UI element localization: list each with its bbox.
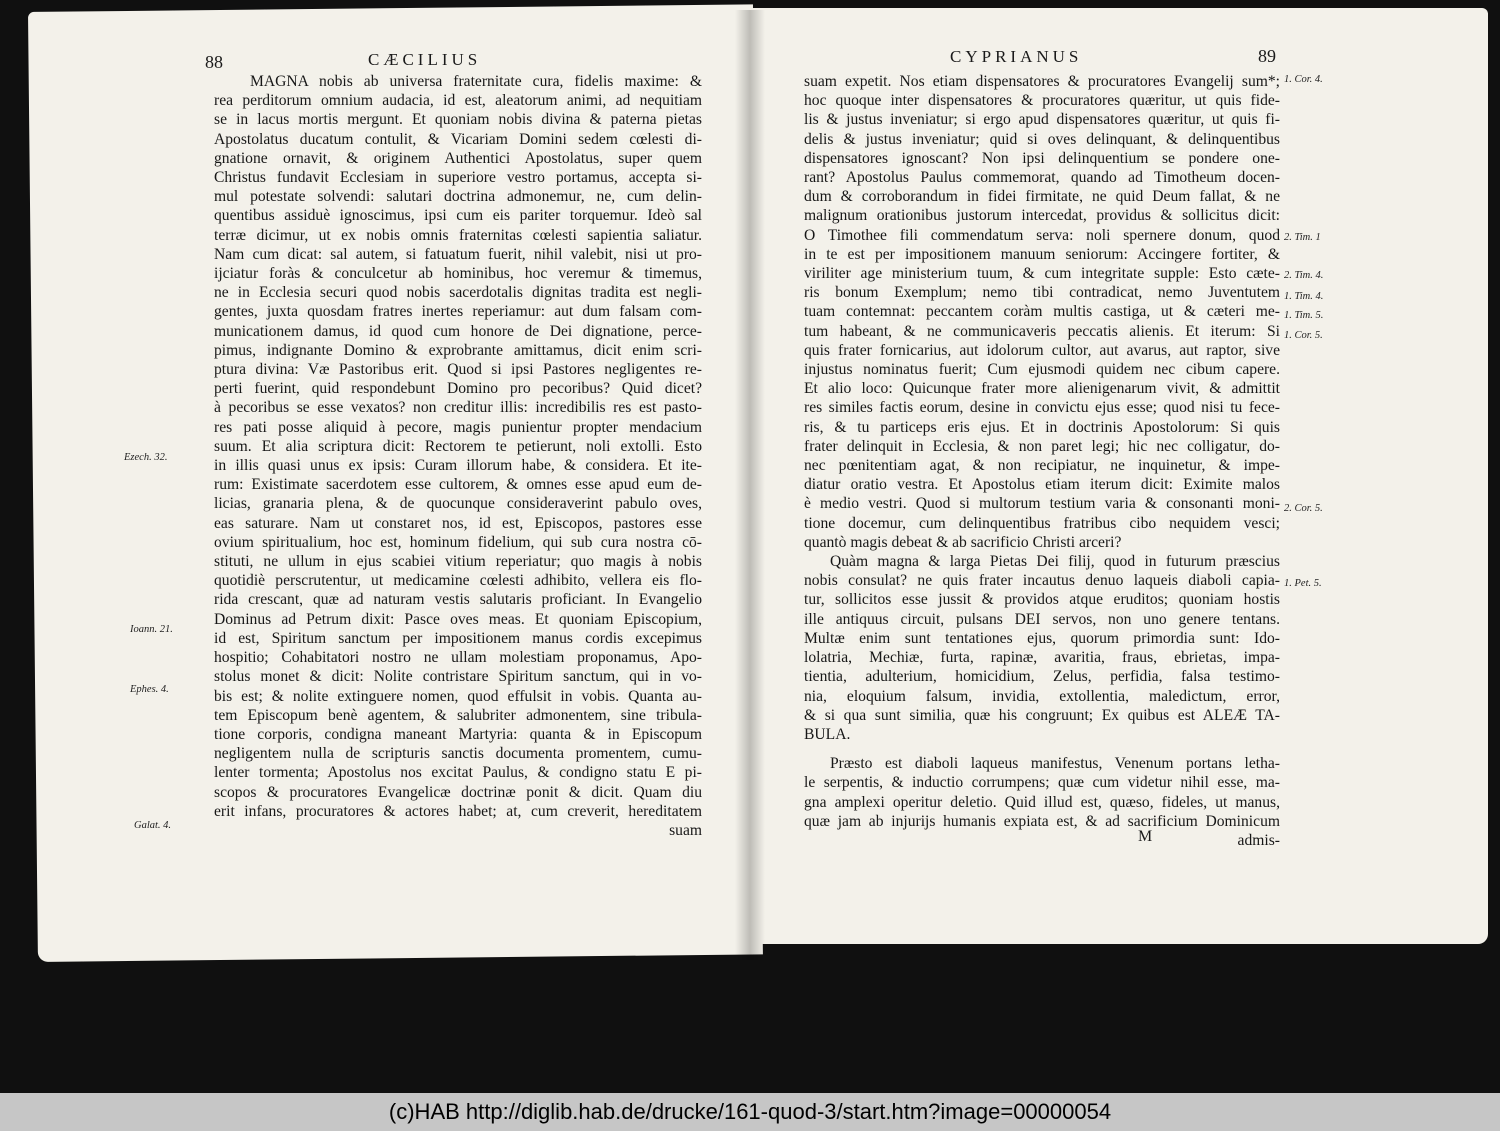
text-line: hoc quoque inter dispensatores & procuratores quæritur, ut quis fide- [804, 92, 1280, 110]
text-line: rant? Apostolus Paulus commemorat, quando ad Timotheum docen- [804, 169, 1280, 187]
text-line: tientia, adulterium, homicidium, Zelus, perfidia, falsa testimo- [804, 668, 1280, 686]
text-line: nobis consulat? ne quis frater incautus denuo laqueis diaboli capia- [804, 572, 1280, 590]
text-line: erit infans, procuratores & actores habet; at, cum creverit, hereditatem [214, 802, 702, 820]
text-line: dispensatores ignoscant? Non ipsi delinquentium se pondere one- [804, 149, 1280, 167]
margin-note: Ezech. 32. [124, 452, 168, 463]
margin-note: Ioann. 21. [130, 624, 173, 635]
text-line: pimus, indignante Domino & exprobrante amittamus, dicit enim scri- [214, 341, 702, 359]
text-line: tione corporis, condigna maneant Martyria: quanta & in Episcopum [214, 725, 702, 743]
text-line: in te est per impositionem manuum seniorum: Accingere fortiter, & [804, 245, 1280, 263]
text-line: scopos & procuratores Evangelicæ doctrinæ ponit & dicit. Quam diu [214, 783, 702, 801]
margin-note: Ephes. 4. [130, 684, 169, 695]
text-line: quæ jam ab injurijs humanis expiata est, & ad sacrificium Dominicum [804, 812, 1280, 830]
text-line: Nam cum dicat: sal autem, si fatuatum fuerit, nihil valebit, nisi ut pro- [214, 245, 702, 263]
text-line: suum. Et alia scriptura dicit: Rectorem te petierunt, noli extolli. Esto [214, 437, 702, 455]
text-line: injustus nominatus fuerit; Cum ejusmodi quidem nec cibum capere. [804, 361, 1280, 379]
text-line: eas saturare. Nam ut constaret nos, id est, Episcopos, pastores esse [214, 514, 702, 532]
text-line: Multæ enim sunt tentationes ejus, quorum primordia sunt: Ido- [804, 629, 1280, 647]
text-line: res pati posse aliquid à pecore, magis punientur propter mendacium [214, 418, 702, 436]
text-line: BULA. [804, 725, 851, 743]
text-line: è medio vestri. Quod si multorum testium varia & consonanti moni- [804, 495, 1280, 513]
text-line: Præsto est diaboli laqueus manifestus, Venenum portans letha- [830, 755, 1280, 773]
margin-note: 1. Tim. 4. [1284, 291, 1324, 302]
text-line: ptura divina: Væ Pastoribus erit. Quod si ipsi Pastores negligentes re- [214, 361, 702, 379]
signature-mark: M [1138, 828, 1153, 845]
text-line: nia, eloquium falsum, invidia, extollentia, maledictum, error, [804, 687, 1280, 705]
copyright-footer: (c)HAB http://diglib.hab.de/drucke/161-quod-3/start.htm?image=00000054 [0, 1093, 1500, 1131]
margin-note: 2. Tim. 4. [1284, 270, 1324, 281]
text-line: gnatione ornavit, & originem Authentici Apostolatus, super quem [214, 149, 702, 167]
text-line: tur, sollicitos esse jussit & providos atque eruditos; quoniam hostis [804, 591, 1280, 609]
text-line: lenter tormenta; Apostolus nos excitat Paulus, & condigno statu E pi- [214, 764, 702, 782]
text-line: mul potestate solvendi: salutari doctrina admonemur, ne, cum delin- [214, 188, 702, 206]
margin-note: 1. Tim. 5. [1284, 310, 1324, 321]
text-line: ris, & tu particeps eris ejus. Et in doctrinis Apostolorum: Si quis [804, 418, 1280, 436]
text-line: ris bonum Exemplum; nemo tibi contradicat, nemo Juventutem [804, 284, 1280, 302]
text-line: O Timothee fili commendatum serva: noli spernere donum, quod [804, 226, 1280, 244]
text-line: diatur oratio vestra. Et Apostolus etiam iterum dicit: Eximite malos [804, 476, 1280, 494]
text-line: stolus monet & dicit: Nolite contristare Spiritum sanctum, qui in vo- [214, 668, 702, 686]
text-line: quis frater fornicarius, aut idolorum cultor, aut avarus, aut raptor, sive [804, 341, 1280, 359]
catchword: suam [669, 821, 702, 839]
text-line: quantò magis debeat & ab sacrificio Christi arceri? [804, 533, 1122, 551]
text-line: tione docemur, cum delinquentibus fratribus cibo nequidem vesci; [804, 514, 1280, 532]
text-line: rea perditorum omnium audacia, id est, aleatorum animi, ad nequitiam [214, 92, 702, 110]
text-line: licias, granaria plena, & de quocunque consideraverint pabulo oves, [214, 495, 702, 513]
text-line: rida crescant, quæ ad naturam vestis salutaris proficiant. In Evangelio [214, 591, 702, 609]
book-gutter [735, 10, 765, 960]
text-line: ne in Ecclesia securi quod nobis sacerdotalis dignitas tradita est negli- [214, 284, 702, 302]
text-line: perti fuerint, quid respondebunt Domino pro pecoribus? Quid dicet? [214, 380, 702, 398]
text-line: terræ dicimur, ut ex nobis omnis fraternitas cœlesti sapientia saliatur. [214, 226, 702, 244]
text-line: Apostolatus ducatum contulit, & Vicariam Domini sedem cœlesti di- [214, 130, 702, 148]
text-line: Quàm magna & larga Pietas Dei filij, quod in futurum præscius [830, 553, 1280, 571]
right-page-text [804, 72, 1280, 850]
text-line: in illis quasi unus ex ipsis: Curam illorum habe, & considera. Et ite- [214, 457, 702, 475]
margin-note: 2. Tim. 1 [1284, 232, 1321, 243]
text-line: suam expetit. Nos etiam dispensatores & procuratores Evangelij sum*; [804, 73, 1280, 90]
left-page-number: 88 [205, 52, 223, 72]
text-line: se in lacus mortis mergunt. Et quoniam nobis divina & paterna pietas [214, 111, 702, 129]
text-line: ovium spiritualium, hoc est, hominum fidelium, qui sub cura nostra cō- [214, 533, 702, 551]
text-line: stituti, ne ullum in ejus scabiei vitium reperiatur; quo magis à nobis [214, 553, 702, 571]
margin-note: 1. Cor. 4. [1284, 74, 1323, 85]
text-line: viriliter age ministerium tuum, & cum integritate supple: Esto cæte- [804, 265, 1280, 283]
text-line: & si qua sunt similia, quæ his congruunt; Ex quibus est ALEÆ TA- [804, 706, 1280, 724]
text-line: lis & justus inveniatur; si ergo apud dispensatores quæritur, ut quis fi- [804, 111, 1280, 129]
text-line: res similes factis eorum, desine in convictu ejus esse; quod nisi tu fece- [804, 399, 1280, 417]
catchword: admis- [1237, 831, 1280, 849]
margin-note: 2. Cor. 5. [1284, 503, 1323, 514]
text-line: bis est; & nolite extinguere nomen, quod effulsit in vobis. Quanta au- [214, 687, 702, 705]
text-line: negligentem nulla de scripturis sanctis documenta promentem, cumu- [214, 745, 702, 763]
text-line: ille antiquus circuit, pulsans DEI servos, non uno genere tentans. [804, 610, 1280, 628]
text-line: frater delinquit in Ecclesia, & non paret legi; hic nec colligatur, do- [804, 437, 1280, 455]
text-line: municationem damus, id quod cum honore de Dei dignatione, perce- [214, 322, 702, 340]
text-line: gentes, juxta quosdam fratres inertes reperiamur: aut dum falsam com- [214, 303, 702, 321]
text-line: id est, Spiritum sanctum per impositionem manus cordis excepimus [214, 629, 702, 647]
margin-note: 1. Pet. 5. [1284, 578, 1322, 589]
right-page-number: 89 [1258, 46, 1276, 66]
text-line: tuam contemnat: peccantem coràm multis castiga, ut & cæteri me- [804, 303, 1280, 321]
margin-note: Galat. 4. [134, 820, 172, 831]
text-line: dum & corroborandum in fidei firmitate, ne quid Deum fallat, & ne [804, 188, 1280, 206]
margin-note: 1. Cor. 5. [1284, 330, 1323, 341]
text-line: tem Episcopum benè agentem, & salubriter admonentem, sine tribula- [214, 706, 702, 724]
text-line: à pecoribus se esse vexatos? non creditur illis: incredibilis res est pasto- [214, 399, 702, 417]
text-line: MAGNA nobis ab universa fraternitate cura, fidelis maxime: & [250, 73, 702, 90]
left-running-head: CÆCILIUS [368, 50, 482, 69]
text-line: hospitio; Cohabitatori nostro ne ullam molestiam proponamus, Apo- [214, 649, 702, 667]
text-line: Christus fundavit Ecclesiam in superiore vestro portamus, accepta si- [214, 169, 702, 187]
text-line: delis & justus inveniatur; quid si oves delinquant, & delinquentibus [804, 130, 1280, 148]
text-line: nec pœnitentiam agat, & non recipiatur, ne inquinetur, & impe- [804, 457, 1280, 475]
right-running-head: CYPRIANUS [950, 47, 1083, 66]
text-line: tum habeant, & ne communicaveris peccatis alienis. Et iterum: Si [804, 322, 1280, 340]
text-line: lolatria, Mechiæ, furta, rapinæ, avaritia, fraus, ebrietas, impa- [804, 649, 1280, 667]
text-line: ijciatur foràs & conculcetur ab hominibus, hoc veremur & timemus, [214, 265, 702, 283]
text-line: le serpentis, & inductio corrumpens; quæ cum videtur nihil esse, ma- [804, 774, 1280, 792]
text-line: malignum orationibus justorum intercedat, providus & sollicitus dicit: [804, 207, 1280, 225]
text-line: gna amplexi operitur deletio. Quid illud est, quæso, fideles, ut manus, [804, 793, 1280, 811]
text-line: rum: Existimate sacerdotem esse cultorem, & omnes esse apud eum de- [214, 476, 702, 494]
left-page-text [214, 72, 702, 840]
text-line: quotidiè perscrutentur, ut medicamine cœlesti adhibito, vellera eis flo- [214, 572, 702, 590]
text-line: quentibus assiduè ignoscimus, ipsi cum eis pariter torquemur. Ideò sal [214, 207, 702, 225]
text-line: Dominus ad Petrum dixit: Pasce oves meas. Et quoniam Episcopium, [214, 610, 702, 628]
text-line: Et alio loco: Quicunque frater more alienigenarum vivit, & admittit [804, 380, 1280, 398]
